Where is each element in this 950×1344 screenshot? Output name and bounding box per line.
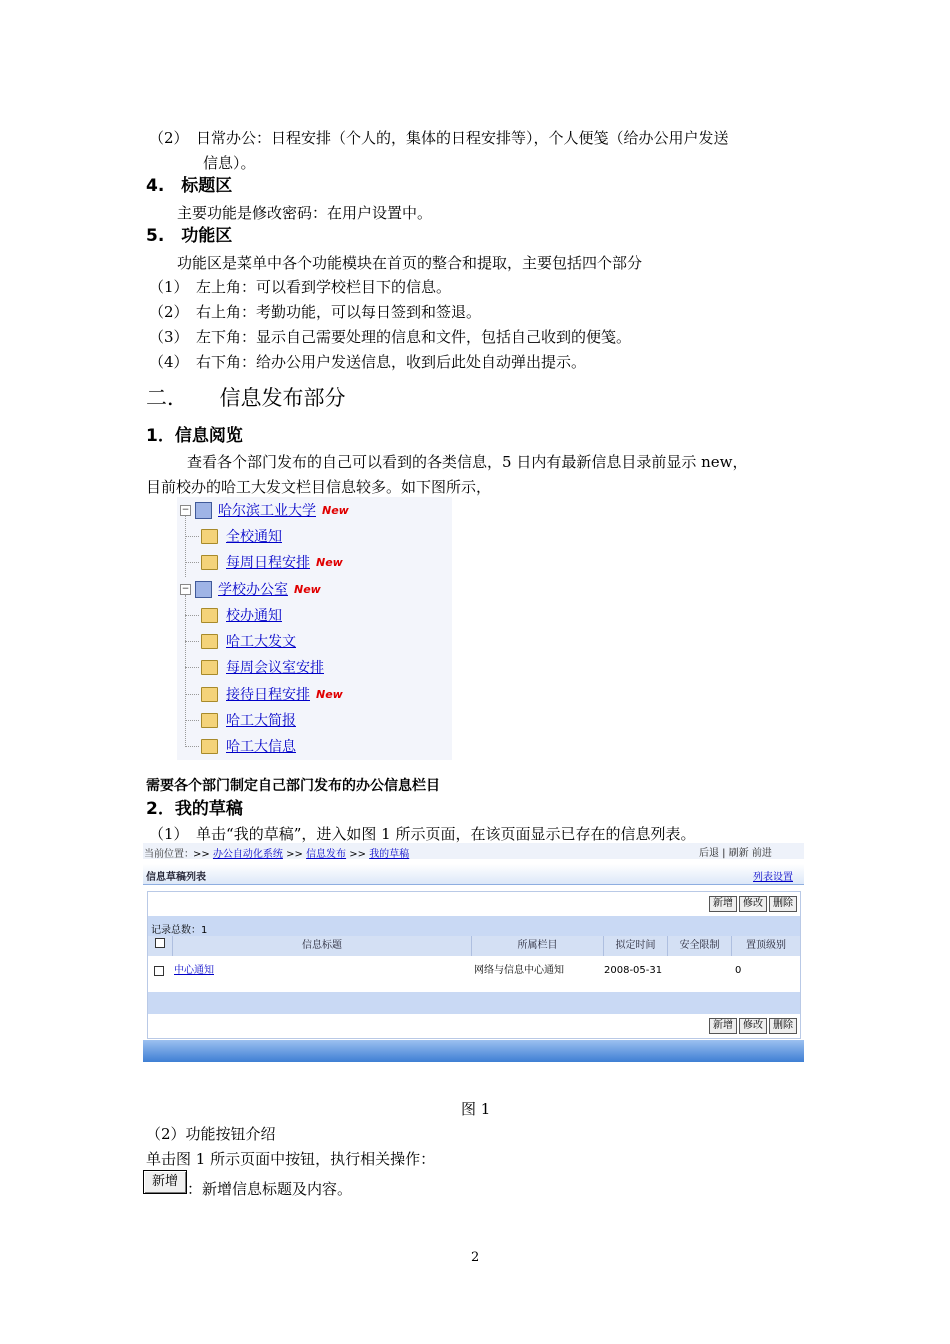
cabinet-icon [195,581,212,598]
tree-node-label[interactable]: 全校通知 [226,529,282,545]
col-category[interactable]: 所属栏目 [472,936,604,956]
location-bar [143,843,804,859]
tree-node-label[interactable]: 哈工大简报 [226,713,296,729]
footer-bar [143,1040,804,1062]
folder-icon [201,634,218,649]
heading-my-drafts: 2．我的草稿 [146,799,243,819]
heading-function-area: 5. 功能区 [146,226,233,246]
tree-node-hit[interactable] [180,499,349,521]
delete-button[interactable]: 删除 [769,896,797,912]
list-item: （4） 右下角：给办公用户发送信息，收到后此处自动弹出提示。 [149,353,587,371]
breadcrumb [193,845,409,860]
tree-node-weekly-schedule[interactable] [201,551,343,573]
folder-icon [201,660,218,675]
collapse-icon[interactable]: − [181,583,190,594]
tree-node-label[interactable]: 校办通知 [226,608,282,624]
select-all-header [148,936,173,956]
crumb-oa[interactable]: 办公自动化系统 [212,849,283,860]
col-security[interactable]: 安全限制 [668,936,732,956]
row-top-level: 0 [735,965,742,976]
row-category: 网络与信息中心通知 [474,965,564,976]
paragraph-line: 查看各个部门发布的自己可以看到的各类信息，5 日内有最新信息目录前显示 new， [187,453,748,471]
crumb-publish[interactable]: 信息发布 [306,849,347,860]
list-title: 信息草稿列表 [146,872,206,883]
list-item: （2） 右上角：考勤功能，可以每日签到和签退。 [149,303,482,321]
nav-buttons[interactable]: 后退 | 刷新 前进 [699,848,772,859]
paragraph-line: （2）功能按钮介绍 [146,1125,276,1143]
crumb-sep: >> [282,849,307,860]
row-title-link[interactable]: 中心通知 [174,965,214,976]
list-item: （1） 左上角：可以看到学校栏目下的信息。 [149,278,452,296]
edit-button[interactable]: 修改 [739,896,767,912]
paragraph-line: 单击图 1 所示页面中按钮，执行相关操作： [146,1150,436,1168]
folder-icon [201,739,218,754]
cabinet-icon [195,502,212,519]
tree-node-label[interactable]: 接待日程安排 [226,687,310,703]
new-badge: New [316,555,343,569]
collapse-icon[interactable]: − [181,504,190,515]
tree-node-hit-info[interactable] [201,735,296,757]
record-count: 记录总数：1 [151,925,208,936]
paragraph-line: ：新增信息标题及内容。 [187,1180,353,1198]
heading-title-area: 4. 标题区 [146,176,233,196]
new-badge: New [316,687,343,701]
folder-icon [201,713,218,728]
tree-node-hit-documents[interactable] [201,630,296,652]
new-badge: New [322,503,349,517]
tree-node-school-office[interactable] [180,578,321,600]
paragraph-line: 信息）。 [203,154,256,172]
tree-node-briefing[interactable] [201,709,296,731]
crumb-sep: >> [346,849,370,860]
heading-info-browse: 1．信息阅览 [146,426,243,446]
col-top-level[interactable]: 置顶级别 [732,936,800,956]
select-all-checkbox[interactable] [155,938,165,948]
crumb-sep: >> [193,849,213,860]
paragraph-line: （2） 日常办公：日程安排（个人的，集体的日程安排等），个人便笺（给办公用户发送 [149,129,729,147]
folder-icon [201,687,218,702]
paragraph-line: 目前校办的哈工大发文栏目信息较多。如下图所示， [146,478,492,496]
paragraph-line: 主要功能是修改密码：在用户设置中。 [177,204,433,222]
draft-list-screenshot [143,843,804,1062]
add-button[interactable]: 新增 [709,896,737,912]
count-band [148,916,800,936]
draft-panel [147,891,801,1039]
list-title-bar [143,864,804,885]
note-text: 需要各个部门制定自己部门发布的办公信息栏目 [146,778,440,794]
paragraph-line: 功能区是菜单中各个功能模块在首页的整合和提取，主要包括四个部分 [177,254,643,272]
tree-node-label[interactable]: 每周会议室安排 [226,660,324,676]
tree-node-meeting-room[interactable] [201,656,324,678]
col-title[interactable]: 信息标题 [173,936,472,956]
list-item: （3） 左下角：显示自己需要处理的信息和文件，包括自己收到的便笺。 [149,328,632,346]
col-date[interactable]: 拟定时间 [604,936,668,956]
tree-node-label[interactable]: 哈工大发文 [226,634,296,650]
location-label: 当前位置： [144,849,194,860]
tree-node-label[interactable]: 学校办公室 [218,582,288,598]
figure-caption: 图 1 [461,1100,491,1118]
folder-icon [201,529,218,544]
tree-node-label[interactable]: 哈工大信息 [226,739,296,755]
tree-node-reception[interactable] [201,683,343,705]
crumb-drafts[interactable]: 我的草稿 [369,849,410,860]
tree-node-school-notice[interactable] [201,525,282,547]
page-number: 2 [471,1250,480,1265]
new-button-sample: 新增 [143,1170,187,1194]
delete-button-bottom[interactable]: 删除 [769,1018,797,1034]
new-badge: New [294,582,321,596]
edit-button-bottom[interactable]: 修改 [739,1018,767,1034]
tree-node-label[interactable]: 每周日程安排 [226,555,310,571]
add-button-bottom[interactable]: 新增 [709,1018,737,1034]
folder-icon [201,555,218,570]
section-heading: 二． 信息发布部分 [146,386,346,410]
list-settings-link[interactable]: 列表设置 [753,872,793,883]
row-checkbox-wrap [154,966,164,981]
tree-node-label[interactable]: 哈尔滨工业大学 [218,503,316,519]
row-checkbox[interactable] [154,966,164,976]
empty-band [148,992,800,1014]
category-tree [177,497,452,760]
paragraph-line: （1） 单击“我的草稿”，进入如图 1 所示页面，在该页面显示已存在的信息列表。 [149,825,696,843]
tree-node-office-notice[interactable] [201,604,282,626]
row-date: 2008-05-31 [604,965,663,976]
folder-icon [201,608,218,623]
